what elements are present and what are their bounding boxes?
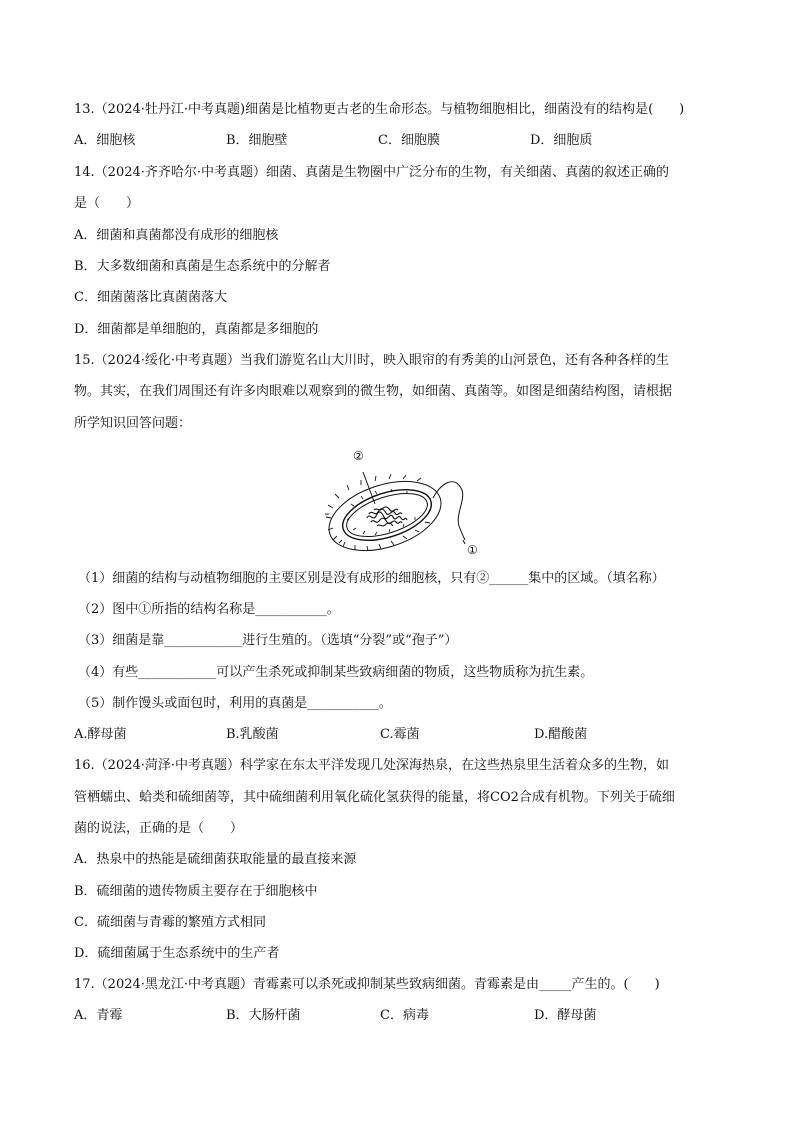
q13-option-c: C．细胞膜 bbox=[378, 133, 440, 148]
question-17-stem: 17.（2024·黑龙江·中考真题）青霉素可以杀死或抑制某些致病细菌。青霉素是由_____产生的。( ) bbox=[74, 977, 660, 992]
question-13-options bbox=[74, 132, 694, 150]
q15-sub-1: （1）细菌的结构与动植物细胞的主要区别是没有成形的细胞核，只有②______集中的区域。（填名称） bbox=[78, 571, 665, 586]
question-16-stem-line-3: 菌的说法，正确的是（ ） bbox=[74, 821, 244, 836]
q15-sub-5: （5）制作馒头或面包时，利用的真菌是___________。 bbox=[78, 696, 392, 711]
question-14-stem-line-2: 是（ ） bbox=[74, 196, 140, 211]
question-15-stem-line-3: 所学知识回答问题： bbox=[74, 416, 192, 431]
q17-option-d: D．酵母菌 bbox=[534, 1008, 597, 1023]
q15-option-b: B.乳酸菌 bbox=[226, 727, 279, 742]
question-13-stem: 13.（2024·牡丹江·中考真题)细菌是比植物更古老的生命形态。与植物细胞相比，细菌没有的结构是( ) bbox=[74, 102, 685, 117]
q13-option-a: A．细胞核 bbox=[74, 133, 136, 148]
question-14-stem-line-1: 14.（2024·齐齐哈尔·中考真题）细菌、真菌是生物圈中广泛分布的生物，有关细菌、真菌的叙述正确的 bbox=[74, 165, 670, 180]
nuclear-region bbox=[367, 507, 407, 526]
q15-option-c: C.霉菌 bbox=[380, 727, 420, 742]
q17-option-b: B．大肠杆菌 bbox=[226, 1008, 301, 1023]
q13-option-b: B．细胞壁 bbox=[226, 133, 288, 148]
bacteria-structure-diagram bbox=[325, 444, 495, 562]
q15-option-a: A.酵母菌 bbox=[74, 727, 127, 742]
label-2: ② bbox=[353, 449, 364, 463]
q16-option-b: B．硫细菌的遗传物质主要存在于细胞核中 bbox=[74, 884, 318, 899]
q15-sub-4: （4）有些____________可以产生杀死或抑制某些致病细菌的物质，这些物质称为抗生素。 bbox=[78, 665, 594, 680]
question-17-options bbox=[74, 1007, 694, 1025]
question-15-stem-line-1: 15.（2024·绥化·中考真题）当我们游览名山大川时，映入眼帘的有秀美的山河景色，还有各种各样的生 bbox=[74, 353, 670, 368]
q15-sub-2: （2）图中①所指的结构名称是___________。 bbox=[78, 602, 340, 617]
q16-option-c: C．硫细菌与青霉的繁殖方式相同 bbox=[74, 915, 266, 930]
q14-option-c: C．细菌菌落比真菌菌落大 bbox=[74, 290, 227, 305]
question-16-stem-line-1: 16.（2024·菏泽·中考真题）科学家在东太平洋发现几处深海热泉，在这些热泉里生活着众多的生物，如 bbox=[74, 758, 670, 773]
question-16-stem-line-2: 管栖蠕虫、蛤类和硫细菌等，其中硫细菌利用氧化硫化氢获得的能量，将CO2合成有机物。下列关于硫细 bbox=[74, 790, 675, 805]
flagellum bbox=[433, 482, 465, 540]
question-15-stem-line-2: 物。其实，在我们周围还有许多肉眼难以观察到的微生物，如细菌、真菌等。如图是细菌结构图，请根据 bbox=[74, 384, 673, 399]
capsule-outline bbox=[325, 469, 450, 562]
q17-option-a: A．青霉 bbox=[74, 1008, 123, 1023]
pointer-line-1 bbox=[463, 540, 465, 544]
q13-option-d: D．细胞质 bbox=[530, 133, 593, 148]
q16-option-a: A．热泉中的热能是硫细菌获取能量的最直接来源 bbox=[74, 852, 357, 867]
label-1: ① bbox=[467, 543, 478, 557]
q14-option-d: D．细菌都是单细胞的，真菌都是多细胞的 bbox=[74, 322, 319, 337]
q16-option-d: D．硫细菌属于生态系统中的生产者 bbox=[74, 946, 280, 961]
question-15-options bbox=[74, 726, 694, 744]
q14-option-a: A．细菌和真菌都没有成形的细胞核 bbox=[74, 228, 279, 243]
q17-option-c: C．病毒 bbox=[380, 1008, 429, 1023]
q15-option-d: D.醋酸菌 bbox=[534, 727, 588, 742]
q14-option-b: B．大多数细菌和真菌是生态系统中的分解者 bbox=[74, 259, 331, 274]
cell-membrane-outline bbox=[341, 485, 432, 545]
q15-sub-3: （3）细菌是靠____________进行生殖的。（选填“分裂”或“孢子”） bbox=[78, 633, 458, 648]
bacteria-illustration bbox=[325, 444, 495, 562]
